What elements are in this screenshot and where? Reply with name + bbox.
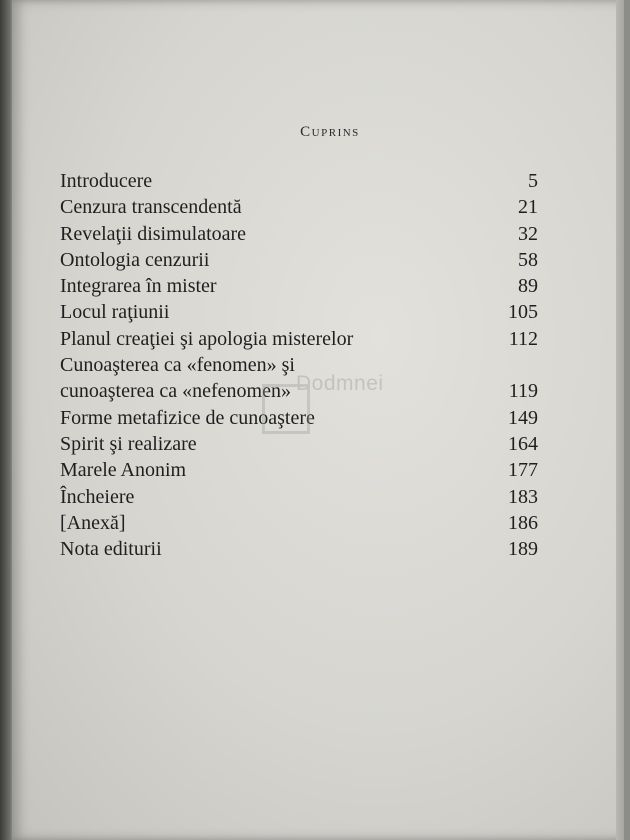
toc-entry-title: Integrarea în mister	[60, 275, 217, 298]
toc-entry-title: Nota editurii	[60, 538, 162, 561]
toc-item	[60, 457, 538, 483]
toc-item	[60, 168, 538, 194]
toc-item	[60, 221, 538, 247]
toc-entry-title: Planul creaţiei şi apologia misterelor	[60, 327, 354, 350]
book-page	[12, 0, 624, 840]
toc-entry-page: 189	[508, 538, 538, 561]
page-title: Cuprins	[300, 124, 360, 140]
toc-entry-title: cunoaşterea ca «nefenomen»	[60, 380, 291, 403]
toc-entry-page: 58	[518, 248, 538, 271]
toc-entry-title: Cunoaşterea ca «fenomen» şi	[60, 354, 295, 377]
toc-entry-title: Revelaţii disimulatoare	[60, 222, 247, 245]
watermark-logo	[262, 372, 384, 454]
watermark-text: Dodmnei	[296, 372, 384, 395]
toc-entry-title: Marele Anonim	[60, 459, 187, 482]
toc-entry-page: 32	[518, 222, 538, 245]
toc-entry-page: 164	[508, 432, 538, 455]
toc-item	[60, 326, 538, 352]
toc-item	[60, 273, 538, 299]
toc-entry-title: Ontologia cenzurii	[60, 248, 210, 271]
table-of-contents	[60, 168, 538, 562]
toc-entry-page: 149	[508, 406, 538, 429]
toc-entry-page: 112	[508, 327, 538, 350]
toc-entry-page: 105	[508, 301, 538, 324]
toc-entry-page: 177	[508, 459, 538, 482]
toc-entry-title: Introducere	[60, 170, 153, 192]
toc-entry-title: Spirit şi realizare	[60, 432, 197, 455]
toc-item	[60, 484, 538, 510]
toc-item	[60, 536, 538, 562]
toc-entry-page: 5	[528, 170, 538, 192]
toc-entry-page: 21	[518, 196, 538, 219]
toc-entry-title: [Anexă]	[60, 511, 126, 534]
toc-item	[60, 247, 538, 273]
toc-entry-page: 119	[508, 380, 538, 403]
toc-entry-page: 183	[508, 485, 538, 508]
toc-entry-title: Cenzura transcendentă	[60, 196, 242, 219]
toc-entry-title: Forme metafizice de cunoaştere	[60, 406, 315, 429]
toc-entry-page: 186	[508, 511, 538, 534]
toc-entry-title: Locul raţiunii	[60, 301, 170, 324]
toc-entry-title: Încheiere	[60, 485, 135, 508]
toc-entry-page: 89	[518, 275, 538, 298]
toc-item	[60, 194, 538, 220]
toc-item	[60, 510, 538, 536]
toc-item	[60, 299, 538, 325]
